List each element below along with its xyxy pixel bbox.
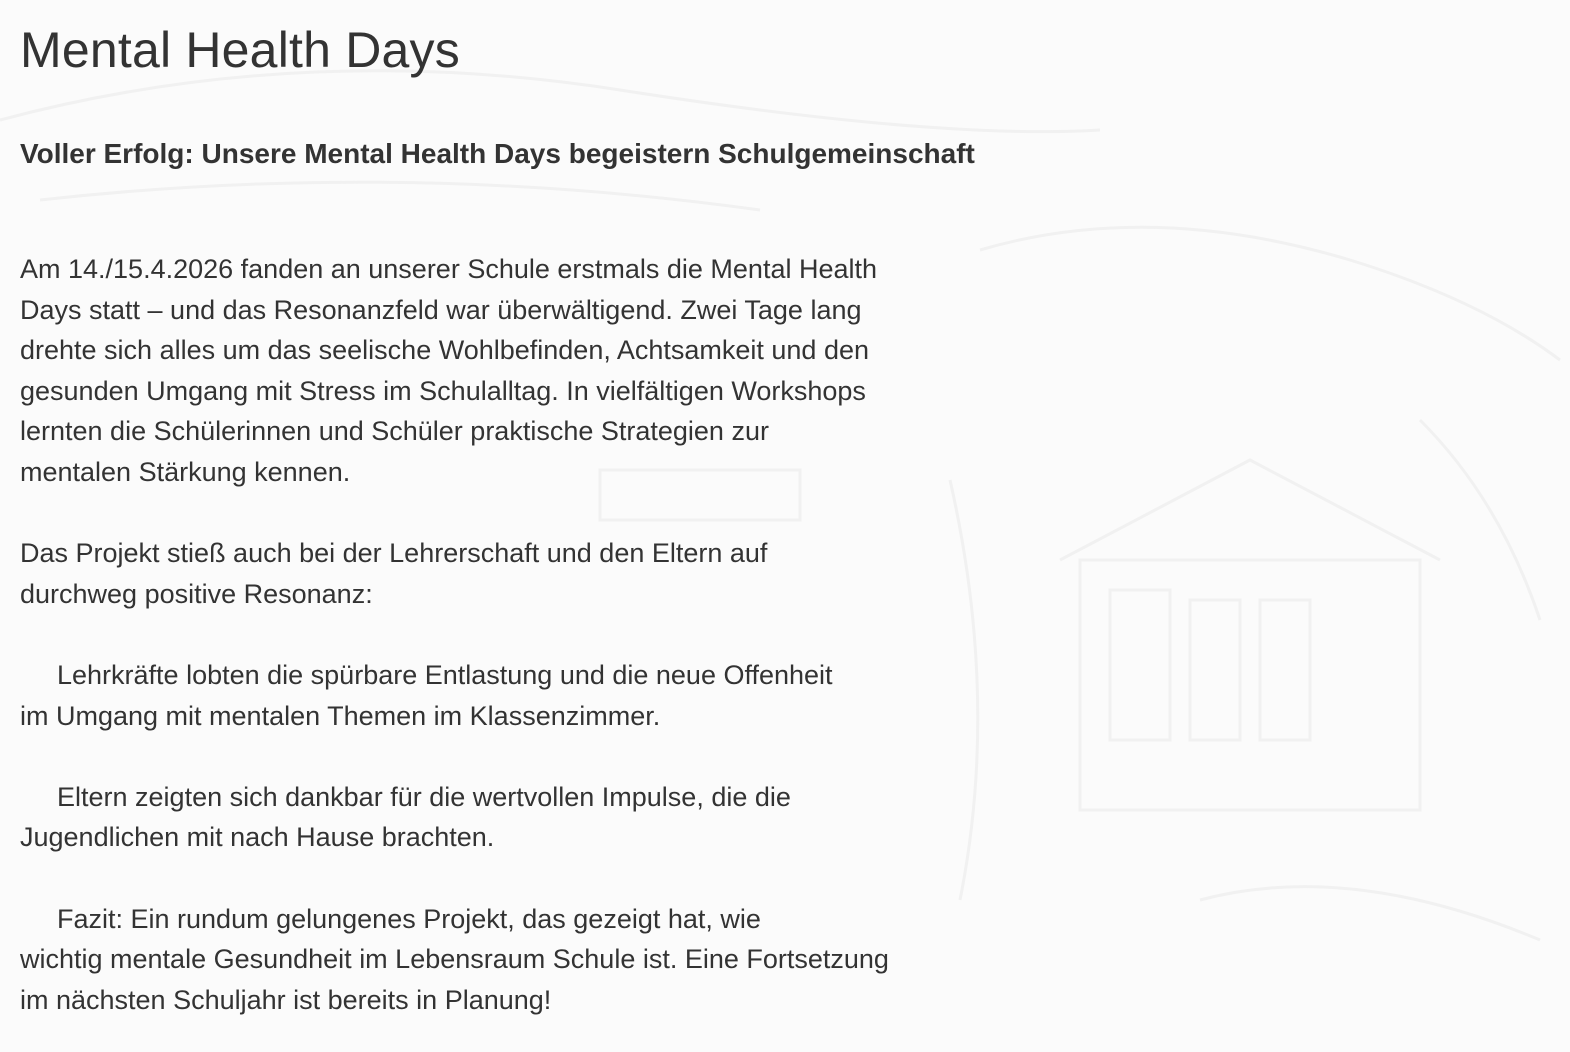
text-line: im nächsten Schuljahr ist bereits in Planung! bbox=[20, 984, 552, 1015]
text-line: mentalen Stärkung kennen. bbox=[20, 456, 351, 487]
text-line: Am 14./15.4.2026 fanden an unserer Schule erstmals die Mental Health bbox=[20, 254, 878, 284]
text-line: Jugendlichen mit nach Hause brachten. bbox=[20, 822, 495, 853]
text-line: durchweg positive Resonanz: bbox=[20, 578, 373, 609]
text-line: Eltern zeigten sich dankbar für die wertvollen Impulse, die die bbox=[57, 781, 791, 812]
text-line: Das Projekt stieß auch bei der Lehrerschaft und den Eltern auf bbox=[20, 538, 768, 569]
text-line: drehte sich alles um das seelische Wohlbefinden, Achtsamkeit und den bbox=[20, 335, 869, 366]
text-line: Lehrkräfte lobten die spürbare Entlastung und die neue Offenheit bbox=[57, 659, 833, 690]
paragraph-parents bbox=[20, 777, 980, 858]
paragraph-intro bbox=[20, 249, 980, 493]
text-line: Days statt – und das Resonanzfeld war überwältigend. Zwei Tage lang bbox=[20, 294, 862, 325]
paragraph-conclusion bbox=[20, 899, 980, 1021]
text-line-indented bbox=[20, 777, 980, 818]
text-line-indented bbox=[20, 899, 980, 940]
text-line: lernten die Schülerinnen und Schüler praktische Strategien zur bbox=[20, 416, 769, 447]
text-line: Fazit: Ein rundum gelungenes Projekt, das gezeigt hat, wie bbox=[57, 903, 761, 934]
article-subtitle: Voller Erfolg: Unsere Mental Health Days begeistern Schulgemeinschaft bbox=[20, 138, 975, 169]
page-title: Mental Health Days bbox=[20, 22, 460, 78]
text-line-indented bbox=[20, 655, 980, 696]
text-line: wichtig mentale Gesundheit im Lebensraum Schule ist. Eine Fortsetzung bbox=[20, 944, 889, 975]
text-line: im Umgang mit mentalen Themen im Klassenzimmer. bbox=[20, 700, 661, 731]
paragraph-resonance bbox=[20, 533, 980, 614]
paragraph-teachers bbox=[20, 655, 980, 736]
article-body bbox=[20, 249, 980, 1020]
text-line: gesunden Umgang mit Stress im Schulalltag. In vielfältigen Workshops bbox=[20, 375, 866, 406]
